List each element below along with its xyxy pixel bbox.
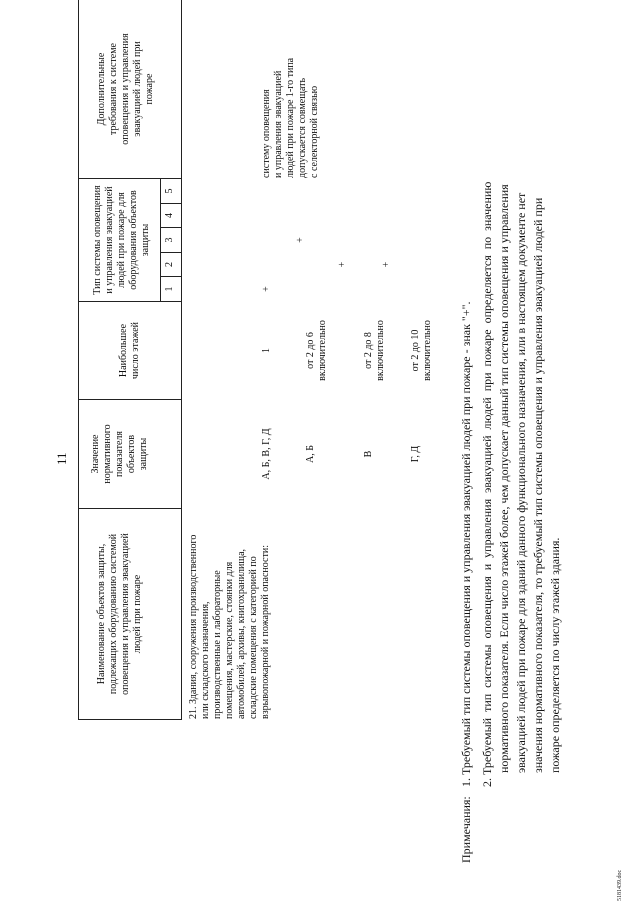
note-item-2-line-2: нормативного показателя. Если число этажей более, чем допускает данный тип системы оповещения и управления — [497, 184, 511, 773]
note-item-2-line-4: значения нормативного показателя, то требуемый тип системы оповещения и управления эвакуацией людей при — [531, 197, 545, 773]
type-col-3: 3 — [164, 237, 175, 243]
table-row-floors: 1 — [261, 348, 272, 353]
table-row-category: А, Б — [305, 445, 316, 463]
table-left-border — [78, 719, 182, 720]
type-subheader-border — [160, 179, 161, 302]
row-description: 21. Здания, сооружения производственного или складского назначения, производственные и лабораторные помещения, мастерские, стоянки для автомобилей, архивы, книгохранилища, складские помещения с категорией по взрывопожарной и пожарной опасности: — [188, 534, 271, 719]
table-row-mark-type-3: + — [295, 237, 306, 243]
note-item-1: 1. Требуемый тип системы оповещения и управления эвакуацией людей при пожаре - знак "+". — [459, 301, 473, 787]
table-row-category: А, Б, В, Г, Д — [261, 428, 272, 480]
table-row-floors: от 2 до 10 включительно — [410, 320, 433, 381]
row-additional: систему оповещения и управления эвакуацией людей при пожаре 1-го типа допускается совмещать с селекторной связью — [261, 57, 320, 178]
header-objects: Наименование объектов защиты, подлежащих оборудованию системой оповещения и управления эвакуацией людей при пожаре — [96, 533, 143, 695]
header-additional: Дополнительные требования к системе оповещения и управления эвакуацией людей при пожаре — [96, 33, 155, 145]
type-col-5: 5 — [164, 188, 175, 194]
table-row-floors: от 2 до 8 включительно — [363, 320, 386, 381]
footer-filename: 5181439.doc — [617, 869, 623, 901]
header-bottom-border — [181, 0, 182, 720]
table-row-mark-type-2: + — [381, 261, 392, 268]
notes-label: Примечания: — [459, 796, 473, 863]
note-item-2-line-3: эвакуацией людей при пожаре для зданий данного функционального назначения, или в настоящем документе нет — [514, 192, 528, 773]
page-number: 11 — [54, 452, 69, 465]
header-system-type: Тип системы оповещения и управления эвакуацией людей при пожаре для оборудования объектов защиты — [92, 185, 151, 295]
header-indicator: Значение нормативного показателя объектов защиты — [90, 424, 149, 484]
table-row-mark-type-1: + — [261, 286, 272, 292]
header-floors: Наибольшее число этажей — [118, 321, 141, 380]
type-col-1: 1 — [164, 286, 175, 292]
note-item-2-line-5: пожаре определяется по числу этажей здания. — [548, 537, 562, 773]
type-col-2: 2 — [164, 262, 175, 267]
table-row-mark-type-2: + — [337, 261, 348, 268]
table-row-category: В — [363, 450, 374, 458]
table-top-border — [78, 0, 79, 720]
table-row-floors: от 2 до 6 включительно — [305, 320, 328, 381]
table-row-category: Г, Д — [410, 445, 421, 463]
type-col-4: 4 — [164, 213, 175, 218]
note-item-2: 2. Требуемый тип системы оповещения и управления эвакуацией людей при пожаре определяется по значению — [480, 181, 494, 787]
